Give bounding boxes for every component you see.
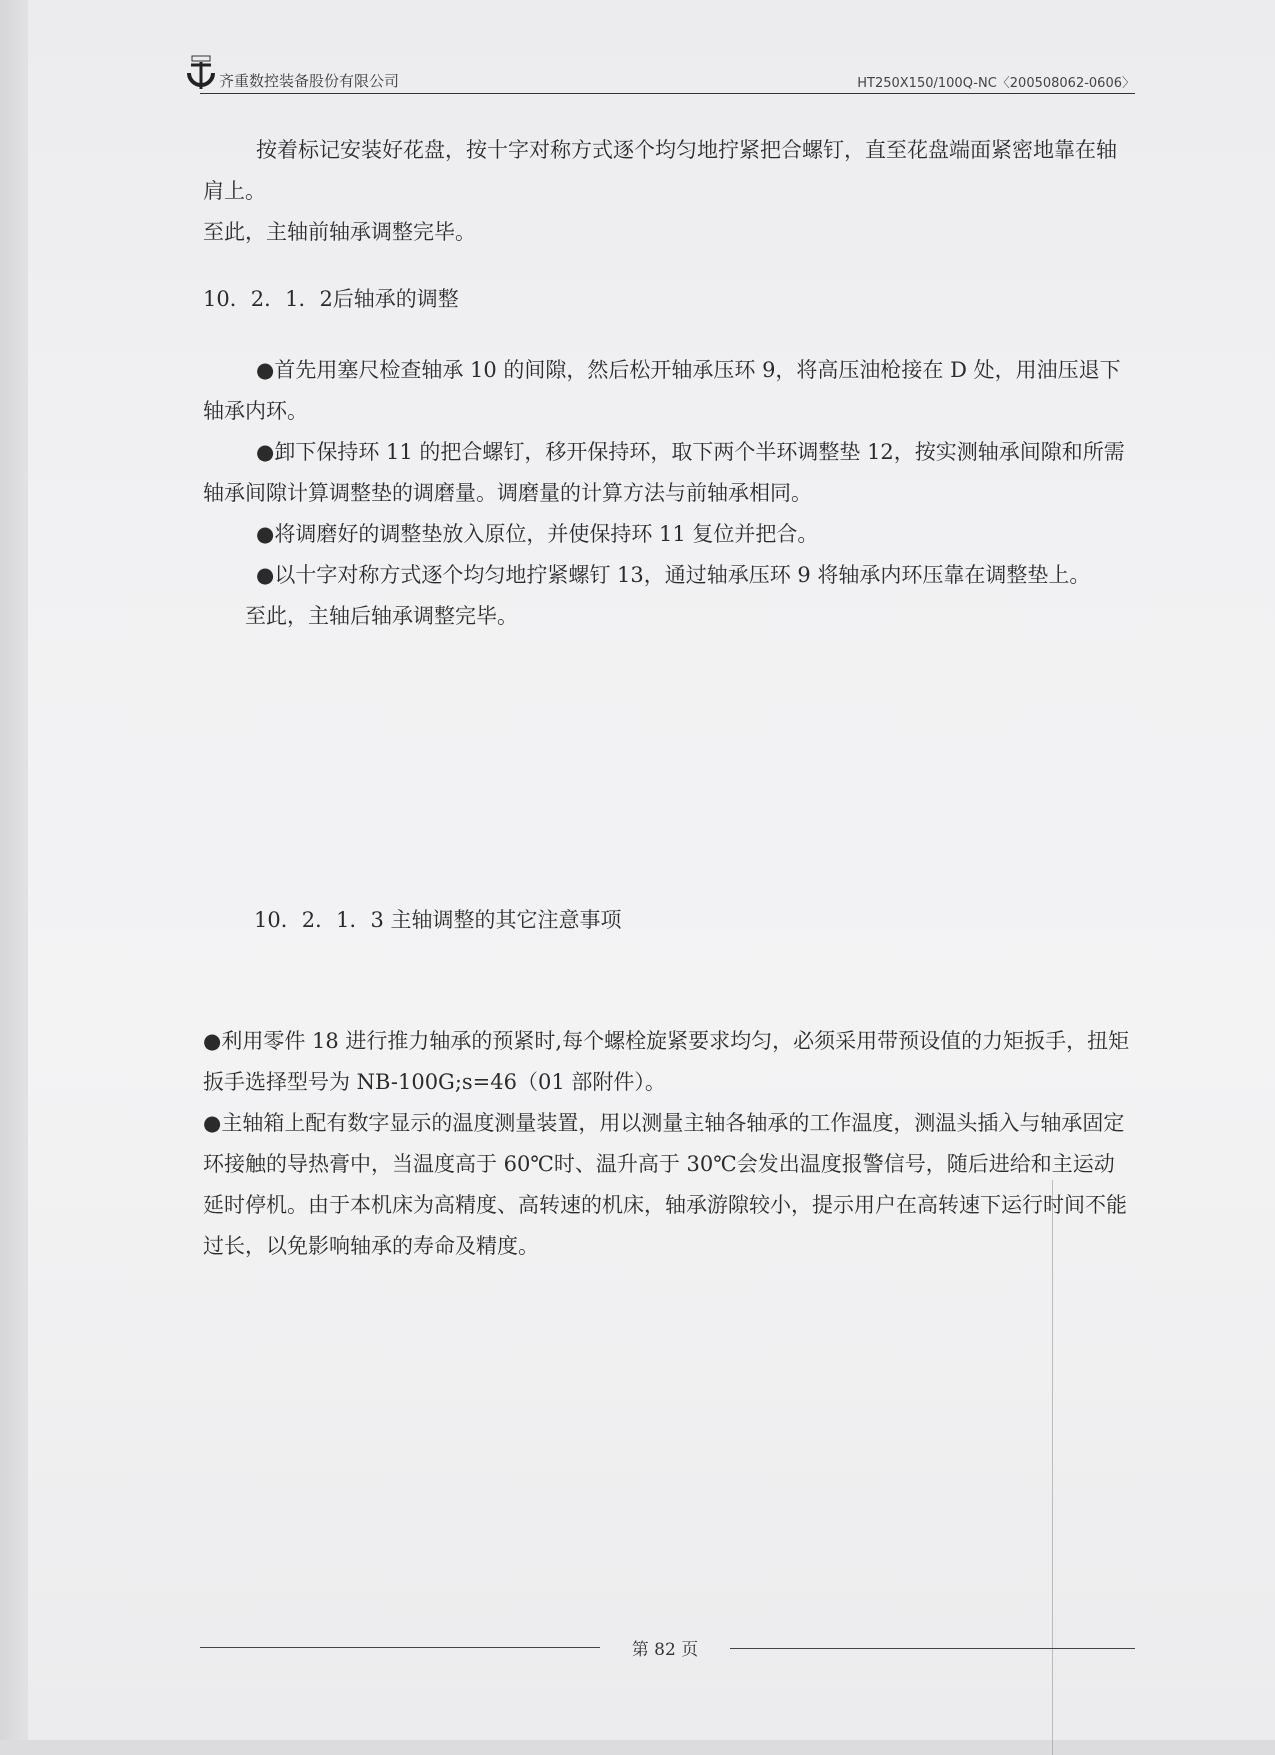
bullet-thrust-bearing-preload: ●利用零件 18 进行推力轴承的预紧时,每个螺栓旋紧要求均匀，必须采用带预设值的力矩扳手，扭矩扳手选择型号为 NB-100G;s=46（01 部附件）。: [203, 1029, 1130, 1094]
company-logo-icon: [185, 55, 217, 91]
bullet-temperature-monitoring: ●主轴箱上配有数字显示的温度测量装置，用以测量主轴各轴承的工作温度，测温头插入与轴承固定环接触的导热膏中，当温度高于 60℃时、温升高于 30℃会发出温度报警信号，随后进给和主运动延时停机。由于本机床为高精度、高转速的机床，轴承游隙较小，提示用户在高转速下运行时间不能过长，以免影响轴承的寿命及精度。: [203, 1111, 1127, 1258]
page-number: 第 82 页: [631, 1640, 699, 1660]
bullet-tighten-screws: ●以十字对称方式逐个均匀地拧紧螺钉 13，通过轴承压环 9 将轴承内环压靠在调整垫上。: [256, 563, 1091, 587]
paragraph-faceplate-install: 按着标记安装好花盘，按十字对称方式逐个均匀地拧紧把合螺钉，直至花盘端面紧密地靠在轴肩上。: [203, 138, 1117, 203]
section-rear-bearing: [203, 130, 1133, 637]
footer-rule-left: [200, 1647, 600, 1648]
header-rule: [200, 93, 1135, 94]
bullet-check-clearance: ●首先用塞尺检查轴承 10 的间隙，然后松开轴承压环 9，将高压油枪接在 D 处，用油压退下轴承内环。: [203, 358, 1121, 423]
section-other-notes: [203, 1021, 1133, 1267]
footer-rule-right: [730, 1648, 1135, 1649]
scan-left-shadow: [0, 0, 28, 1755]
page-header: [185, 55, 1135, 95]
heading-rear-bearing-adjustment: 10．2．1．2后轴承的调整: [203, 287, 459, 311]
scan-bottom-edge: [0, 1740, 1275, 1755]
bullet-reinstall-shim: ●将调磨好的调整垫放入原位，并使保持环 11 复位并把合。: [256, 522, 819, 546]
company-name: 齐重数控装备股份有限公司: [219, 72, 400, 90]
paragraph-front-bearing-done: 至此，主轴前轴承调整完毕。: [203, 220, 476, 244]
page-footer: [200, 1635, 1135, 1665]
heading-other-notes: 10．2．1．3 主轴调整的其它注意事项: [254, 908, 622, 932]
paragraph-rear-bearing-done: 至此，主轴后轴承调整完毕。: [245, 604, 518, 628]
bullet-remove-retaining-ring: ●卸下保持环 11 的把合螺钉，移开保持环，取下两个半环调整垫 12，按实测轴承间隙和所需轴承间隙计算调整垫的调磨量。调磨量的计算方法与前轴承相同。: [203, 440, 1125, 505]
document-number: HT250X150/100Q-NC〈200508062-0606〉: [857, 76, 1135, 91]
